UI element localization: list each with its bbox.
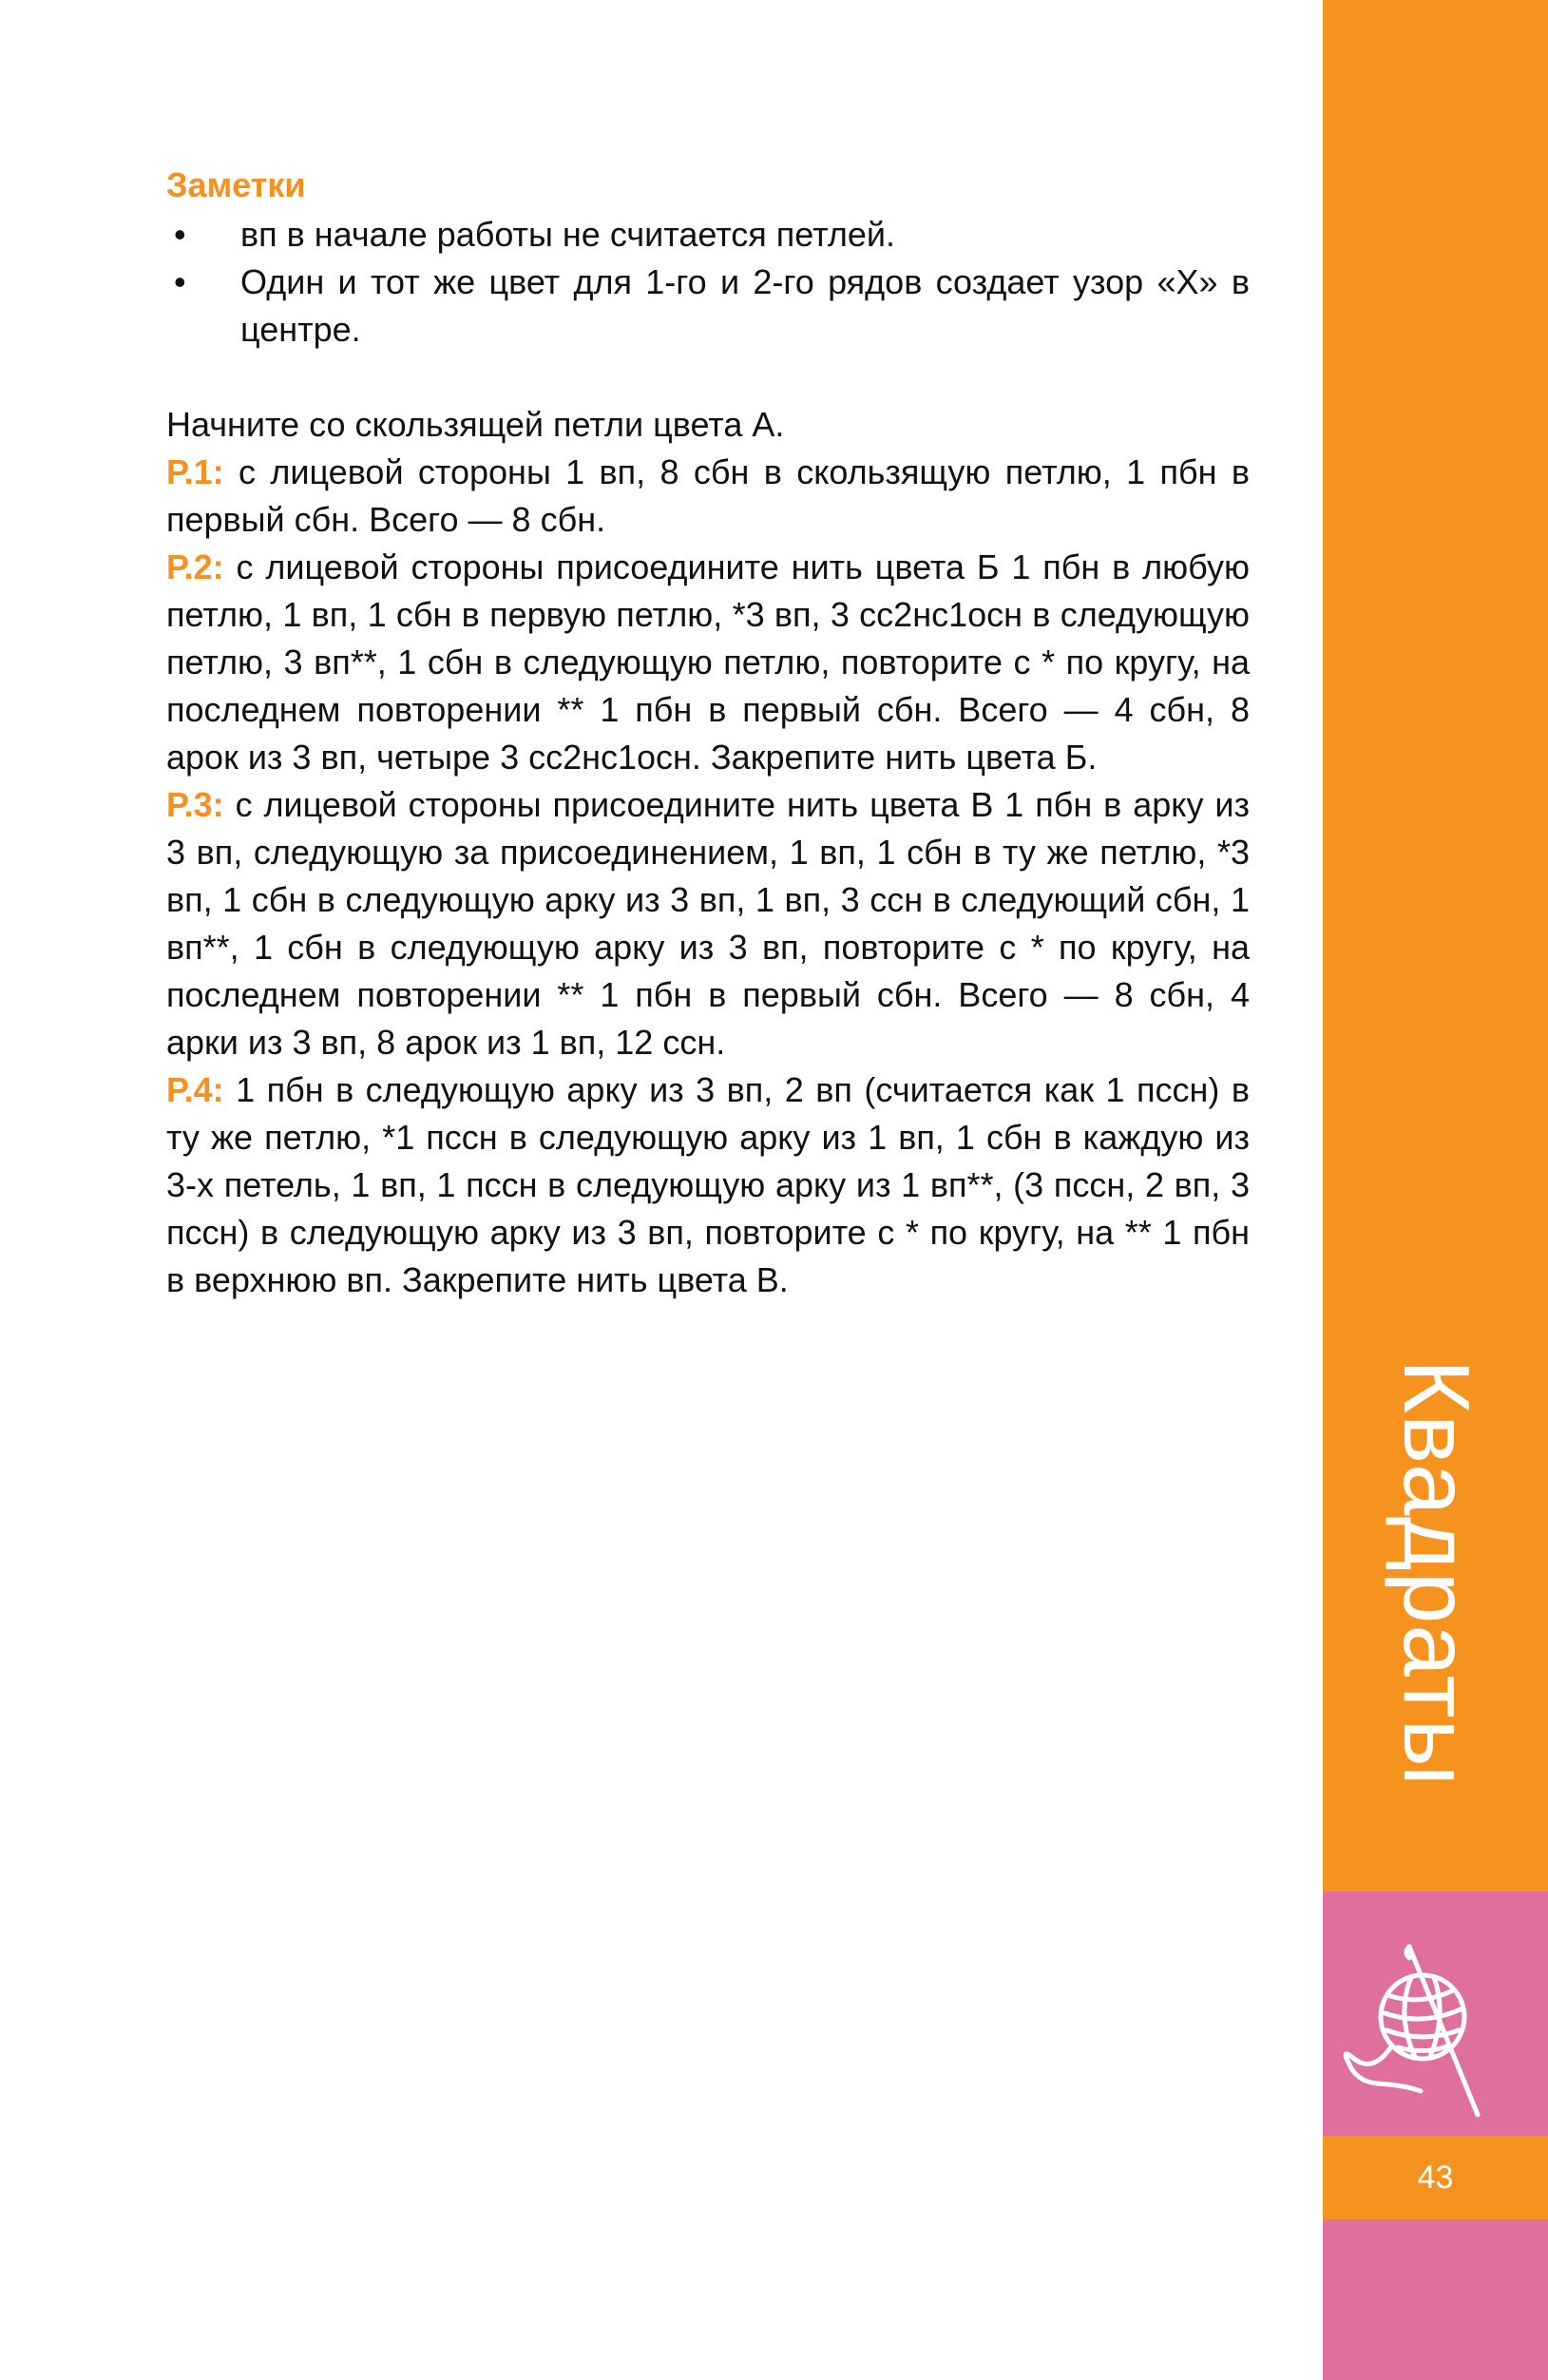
row-label: Р.4: xyxy=(166,1070,224,1109)
row-label: Р.1: xyxy=(166,452,224,491)
note-item: • Один и тот же цвет для 1-го и 2-го рядов создает узор «Х» в центре. xyxy=(166,259,1250,354)
note-item: • вп в начале работы не считается петлей. xyxy=(166,211,1250,259)
yarn-ball-crochet-hook-icon xyxy=(1335,1939,1497,2120)
row-text: с лицевой стороны присоедините нить цвета Б 1 пбн в любую петлю, 1 вп, 1 сбн в первую петлю, *3 вп, 3 сс2нс1осн в следующую петлю, 3 вп**, 1 сбн в следующую петлю, повторите с * по кругу, на последнем повторении ** 1 пбн в первый сбн. Всего — 4 сбн, 8 арок из 3 вп, четыре 3 сс2нс1осн. Закрепите нить цвета Б. xyxy=(166,547,1250,777)
page-content xyxy=(166,162,1250,1304)
row-label: Р.3: xyxy=(166,785,224,824)
row-text: с лицевой стороны присоедините нить цвета В 1 пбн в арку из 3 вп, следующую за присоединением, 1 вп, 1 сбн в ту же петлю, *3 вп, 1 сбн в следующую арку из 3 вп, 1 вп, 3 ссн в следующий сбн, 1 вп**, 1 сбн в следующую арку из 3 вп, повторите с * по кругу, на последнем повторении ** 1 пбн в первый сбн. Всего — 8 сбн, 4 арки из 3 вп, 8 арок из 1 вп, 12 ссн. xyxy=(166,785,1250,1062)
page-number-band xyxy=(1323,2136,1548,2219)
section-title: Квадраты xyxy=(1385,1359,1489,1787)
row-1-instruction xyxy=(166,449,1250,544)
intro-text: Начните со скользящей петли цвета А. xyxy=(166,405,785,444)
row-2-instruction xyxy=(166,544,1250,781)
page-number: 43 xyxy=(1417,2159,1454,2196)
sidebar-pink-bottom xyxy=(1323,2219,1548,2380)
row-text: 1 пбн в следующую арку из 3 вп, 2 вп (считается как 1 пссн) в ту же петлю, *1 пссн в следующую арку из 1 вп, 1 сбн в каждую из 3-х петель, 1 вп, 1 пссн в следующую арку из 1 вп**, (3 пссн, 2 вп, 3 пссн) в следующую арку из 3 вп, повторите с * по кругу, на ** 1 пбн в верхнюю вп. Закрепите нить цвета В. xyxy=(166,1070,1250,1299)
row-text: с лицевой стороны 1 вп, 8 сбн в скользящую петлю, 1 пбн в первый сбн. Всего — 8 сбн. xyxy=(166,452,1250,539)
row-4-instruction xyxy=(166,1066,1250,1304)
notes-heading: Заметки xyxy=(166,165,306,204)
notes-list xyxy=(166,211,1250,354)
row-label: Р.2: xyxy=(166,547,224,586)
row-3-instruction xyxy=(166,781,1250,1066)
